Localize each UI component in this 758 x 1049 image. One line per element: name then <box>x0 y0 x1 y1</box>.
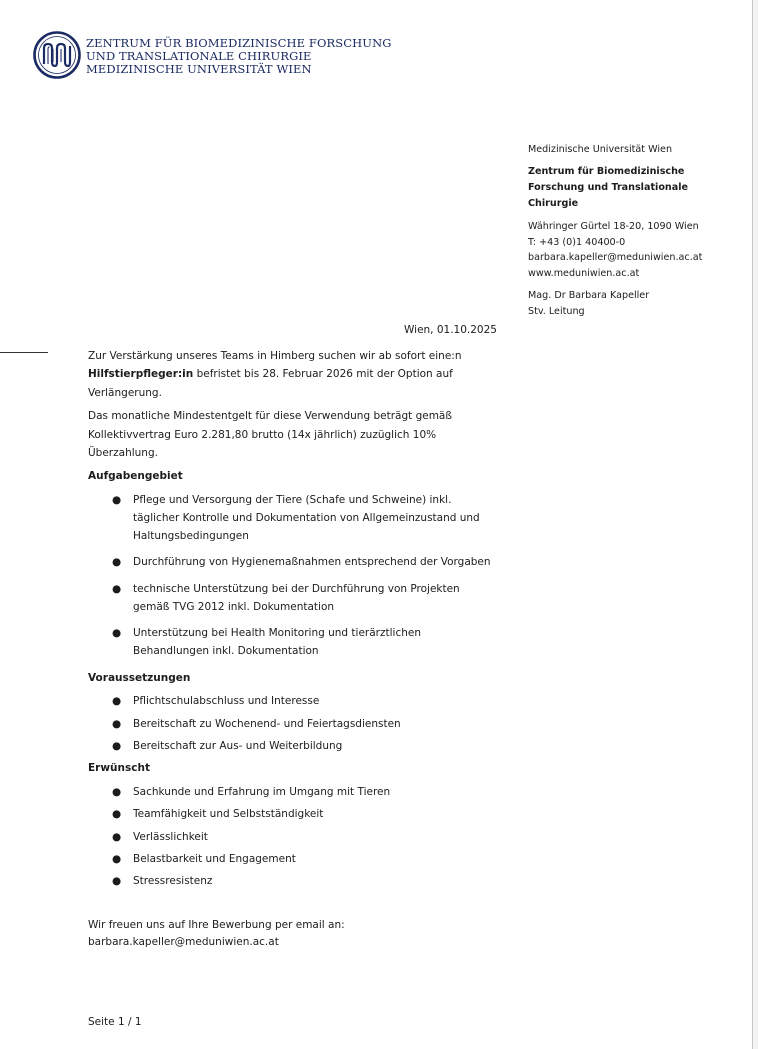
sender-center-line2: Forschung und Translationale <box>528 181 689 193</box>
list-item: ● Stressresistenz <box>88 872 518 890</box>
list-item: ● Verlässlichkeit <box>88 828 518 846</box>
org-name-line1: ZENTRUM FÜR BIOMEDIZINISCHE FORSCHUNG <box>86 36 392 50</box>
requirements-list <box>88 692 518 755</box>
bullet-icon: ● <box>112 875 122 888</box>
sender-address: Währinger Gürtel 18-20, 1090 Wien <box>528 221 699 233</box>
bullet-icon: ● <box>112 830 122 843</box>
letter-date: Wien, 01.10.2025 <box>404 324 497 336</box>
intro-paragraph-1 <box>88 347 518 402</box>
org-name-line3: MEDIZINISCHE UNIVERSITÄT WIEN <box>86 62 312 76</box>
sender-contact-name: Mag. Dr Barbara Kapeller <box>528 290 650 302</box>
page-edge <box>752 0 758 1049</box>
page-number: Seite 1 / 1 <box>88 1016 142 1028</box>
bullet-icon: ● <box>112 785 122 798</box>
list-item: ● Teamfähigkeit und Selbstständigkeit <box>88 805 518 823</box>
university-logo <box>33 31 81 79</box>
sender-phone: T: +43 (0)1 40400-0 <box>528 236 626 248</box>
list-item: ● Belastbarkeit und Engagement <box>88 850 518 868</box>
intro-p1-line2: befristet bis 28. Februar 2026 mit der Option auf <box>193 368 453 381</box>
sender-contact-role: Stv. Leitung <box>528 305 585 317</box>
sender-email[interactable]: barbara.kapeller@meduniwien.ac.at <box>528 252 703 264</box>
closing-block <box>88 917 345 951</box>
org-name-line2: UND TRANSLATIONALE CHIRURGIE <box>86 49 312 63</box>
sender-university: Medizinische Universität Wien <box>528 144 673 155</box>
list-item: ● Bereitschaft zur Aus- und Weiterbildung <box>88 737 518 755</box>
job-title: Hilfstierpfleger:in <box>88 368 194 381</box>
list-item: ● Pflege und Versorgung der Tiere (Schafe und Schweine) inkl. täglicher Kontrolle und Dokumentation von Allgemeinzustand und Haltungsbedingungen <box>88 491 518 545</box>
fold-mark <box>0 352 48 353</box>
intro-paragraph-2 <box>88 407 518 462</box>
letter-body <box>88 347 518 895</box>
desired-list <box>88 783 518 891</box>
bullet-icon: ● <box>112 717 122 730</box>
intro-p2-line3: Überzahlung. <box>88 447 158 460</box>
desired-heading: Erwünscht <box>88 762 150 775</box>
list-item: ● Sachkunde und Erfahrung im Umgang mit Tieren <box>88 783 518 801</box>
bullet-icon: ● <box>112 740 122 753</box>
bullet-icon: ● <box>112 853 122 865</box>
closing-line: Wir freuen uns auf Ihre Bewerbung per email an: <box>88 919 345 931</box>
org-name <box>86 37 392 76</box>
tasks-list <box>88 491 518 661</box>
bullet-icon: ● <box>112 556 122 569</box>
sender-block <box>528 142 728 319</box>
intro-p2-line1: Das monatliche Mindestentgelt für diese Verwendung beträgt gemäß <box>88 410 452 423</box>
application-email[interactable]: barbara.kapeller@meduniwien.ac.at <box>88 936 279 948</box>
list-item: ● Pflichtschulabschluss und Interesse <box>88 692 518 710</box>
bullet-icon: ● <box>112 627 122 640</box>
list-item: ● Durchführung von Hygienemaßnahmen entsprechend der Vorgaben <box>88 553 518 571</box>
sender-center-line1: Zentrum für Biomedizinische <box>528 165 685 177</box>
list-item: ● Unterstützung bei Health Monitoring und tierärztlichen Behandlungen inkl. Dokumentation <box>88 624 518 660</box>
bullet-icon: ● <box>112 582 122 595</box>
tasks-heading: Aufgabengebiet <box>88 470 183 483</box>
intro-p1-line3: Verlängerung. <box>88 386 162 399</box>
bullet-icon: ● <box>112 695 122 708</box>
requirements-heading: Voraussetzungen <box>88 671 191 684</box>
bullet-icon: ● <box>112 808 122 821</box>
list-item: ● Bereitschaft zu Wochenend- und Feiertagsdiensten <box>88 715 518 733</box>
intro-p2-line2: Kollektivvertrag Euro 2.281,80 brutto (14x jährlich) zuzüglich 10% <box>88 428 437 441</box>
bullet-icon: ● <box>112 493 122 506</box>
intro-p1-line1: Zur Verstärkung unseres Teams in Himberg suchen wir ab sofort eine:n <box>88 350 462 362</box>
sender-website[interactable]: www.meduniwien.ac.at <box>528 267 640 279</box>
sender-center-line3: Chirurgie <box>528 197 579 209</box>
list-item: ● technische Unterstützung bei der Durchführung von Projekten gemäß TVG 2012 inkl. Dokumentation <box>88 580 518 616</box>
